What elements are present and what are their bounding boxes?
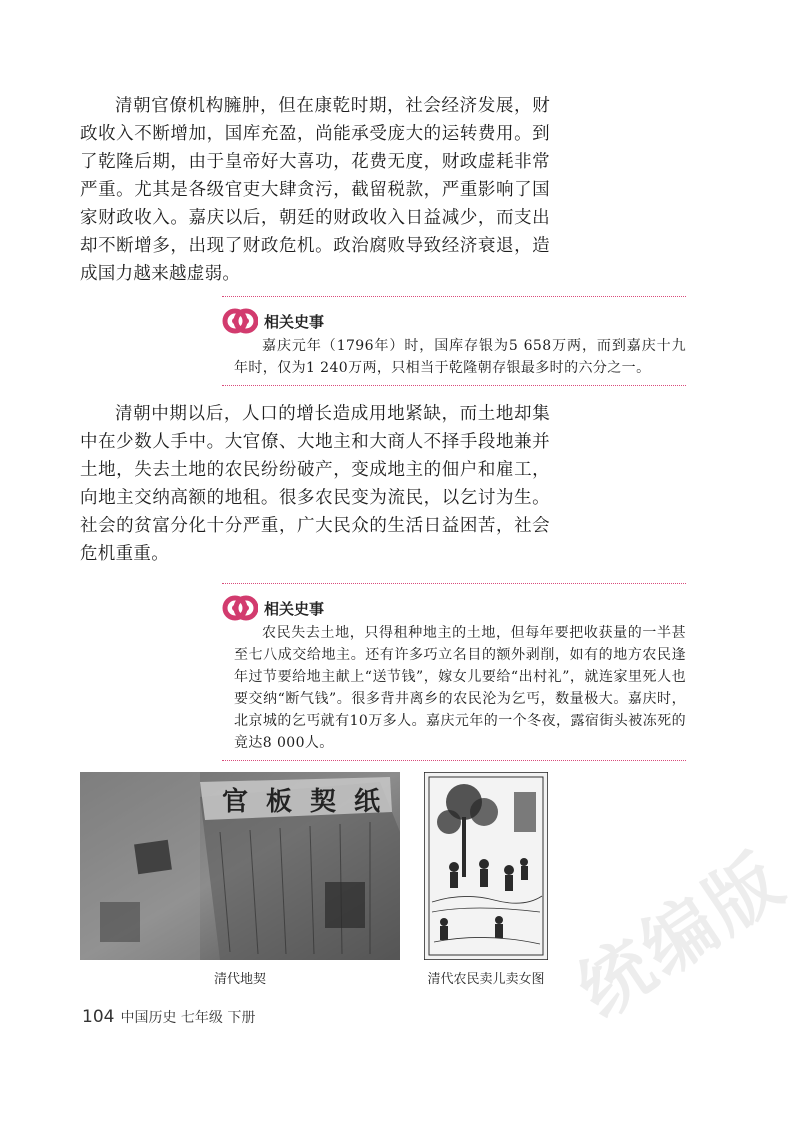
book-title: 中国历史 七年级 下册	[120, 1010, 256, 1026]
sidebar-text: 嘉庆元年（1796年）时，国库存银为5 658万两，而到嘉庆十九年时，仅为1 240万两，只相当于乾隆朝存银最多时的六分之一。	[234, 338, 686, 376]
sidebar-text: 农民失去土地，只得租种地主的土地，但每年要把收获量的一半甚至七八成交给地主。还有许多巧立名目的额外剥削，如有的地方农民逢年过节要给地主献上“送节钱”，嫁女儿要给“出村礼”，就连家里死人也要交纳“断气钱”。很多背井离乡的农民沦为乞丐，数量极大。嘉庆时，北京城的乞丐就有10万多人。嘉庆元年的一个冬夜，露宿街头被冻死的竟达8 000人。	[234, 625, 686, 751]
page-footer	[82, 1007, 255, 1027]
dotted-divider	[222, 296, 686, 297]
related-history-icon	[222, 303, 258, 339]
land-deed-photo	[80, 772, 400, 960]
figure-caption-1: 清代地契	[213, 972, 266, 987]
deed-inscription: 官板契纸	[221, 787, 399, 817]
dotted-divider	[222, 760, 686, 761]
related-history-box-2	[222, 583, 686, 761]
page-number: 104	[82, 1007, 115, 1027]
dotted-divider	[222, 583, 686, 584]
related-history-box-1	[222, 296, 686, 386]
sidebar-title: 相关史事	[264, 312, 325, 331]
body-paragraph-1: 清朝官僚机构臃肿，但在康乾时期，社会经济发展，财政收入不断增加，国库充盈，尚能承受庞大的运转费用。到了乾隆后期，由于皇帝好大喜功，花费无度，财政虚耗非常严重。尤其是各级官吏大肆贪污，截留税款，严重影响了国家财政收入。嘉庆以后，朝廷的财政收入日益减少，而支出却不断增多，出现了财政危机。政治腐败导致经济衰退，造成国力越来越虚弱。	[80, 96, 550, 284]
body-paragraph-2: 清朝中期以后，人口的增长造成用地紧缺，而土地却集中在少数人手中。大官僚、大地主和大商人不择手段地兼并土地，失去土地的农民纷纷破产，变成地主的佃户和雇工，向地主交纳高额的地租。很多农民变为流民，以乞讨为生。社会的贫富分化十分严重，广大民众的生活日益困苦，社会危机重重。	[80, 404, 550, 564]
sidebar-title: 相关史事	[264, 599, 325, 618]
watermark: 统编版	[563, 836, 800, 1034]
figure-caption-2: 清代农民卖儿卖女图	[427, 972, 545, 987]
related-history-icon	[222, 590, 258, 626]
dotted-divider	[222, 385, 686, 386]
